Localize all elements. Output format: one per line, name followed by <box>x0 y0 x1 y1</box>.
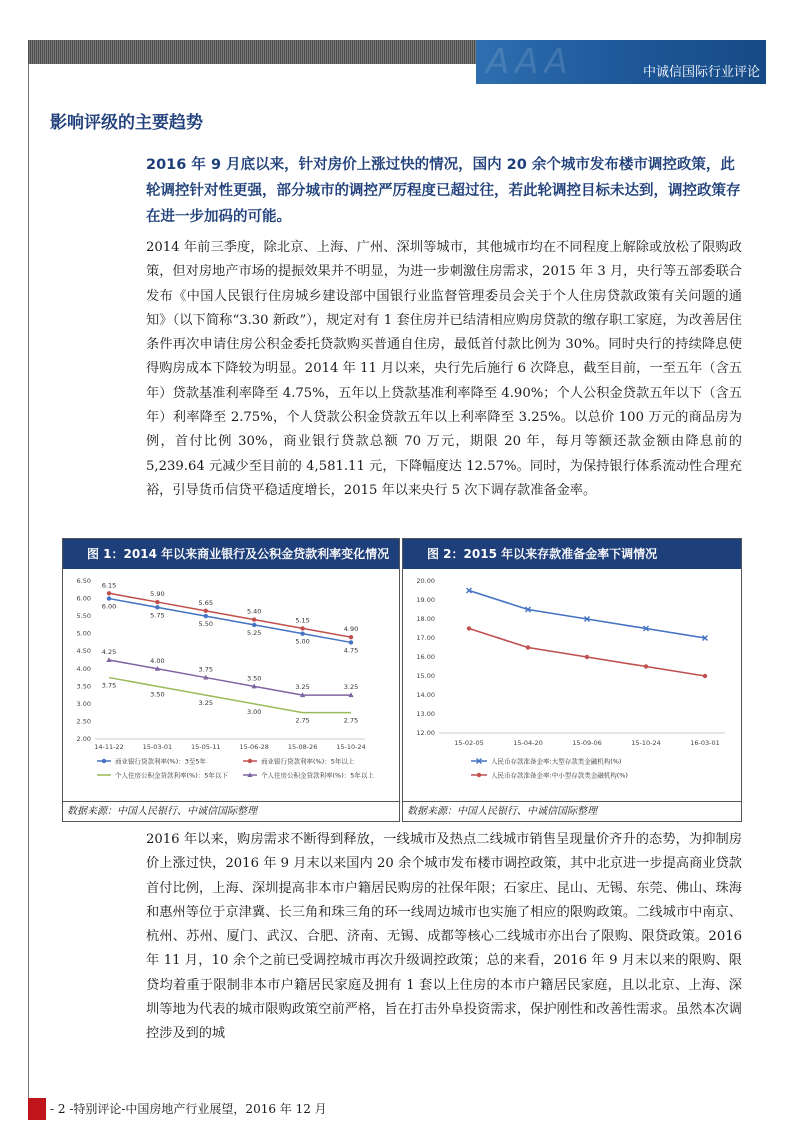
footer <box>28 1098 428 1120</box>
data-label: 5.00 <box>295 637 310 646</box>
data-label: 2.75 <box>343 716 359 725</box>
data-label: 3.50 <box>246 674 262 683</box>
data-label: 5.25 <box>246 628 262 637</box>
data-label: 3.00 <box>246 707 262 716</box>
data-label: 6.15 <box>101 581 117 590</box>
data-point <box>703 674 707 678</box>
y-tick-label: 6.00 <box>76 594 91 603</box>
y-tick-label: 12.00 <box>416 729 435 737</box>
data-label: 5.15 <box>295 616 310 625</box>
y-tick-label: 16.00 <box>416 653 435 661</box>
figure-1-chart <box>65 571 395 797</box>
y-tick-label: 5.00 <box>76 629 91 638</box>
data-label: 3.25 <box>343 683 359 692</box>
y-tick-label: 3.50 <box>76 682 91 691</box>
y-tick-label: 18.00 <box>416 615 435 623</box>
data-label: 2.75 <box>295 716 310 725</box>
x-tick-label: 15-05-11 <box>191 743 221 751</box>
x-tick-label: 15-10-24 <box>631 739 661 747</box>
paragraph-2: 2016 年以来，购房需求不断得到释放，一线城市及热点二线城市销售呈现量价齐升的态势，为抑制房价上涨过快，2016 年 9 月末以来国内 20 余个城市发布楼市调控政策，其中北京进一步提高商业贷款首付比例，上海、深圳提高非本市户籍居民购房的社保年限；石家庄、昆山、无锡、东莞、佛山、珠海和惠州等位于京津冀、长三角和珠三角的环一线周边城市也实施了相应的限购政策。二线城市中南京、杭州、苏州、厦门、武汉、合肥、济南、无锡、成都等核心二线城市亦出台了限购、限贷政策。2016 年 11 月，10 余个之前已受调控城市再次升级调控政策；总的来看，2016 年 9 月末以来的限购、限贷均着重于限制非本市户籍居民家庭及拥有 1 套以上住房的本市户籍居民家庭，且以北京、上海、深圳等地为代表的城市限购政策空前严格，旨在打击外阜投资需求，保护刚性和改善性需求。虽然本次调控涉及到的城 <box>146 832 742 1042</box>
data-point <box>252 623 256 627</box>
lead-summary: 2016 年 9 月底以来，针对房价上涨过快的情况，国内 20 余个城市发布楼市调控政策，此轮调控针对性更强，部分城市的调控严厉程度已超过往，若此轮调控目标未达到，调控政策存在进一步加码的可能。 <box>146 157 741 225</box>
y-tick-label: 17.00 <box>416 634 435 642</box>
data-label: 4.90 <box>343 625 359 634</box>
x-tick-label: 15-02-05 <box>454 739 484 747</box>
data-point <box>204 609 208 613</box>
legend-label: 商业银行贷款利率(%)：5年以上 <box>261 757 355 766</box>
data-point <box>155 600 159 604</box>
data-point <box>349 640 353 644</box>
data-label: 5.50 <box>198 620 214 629</box>
series-line <box>469 629 705 677</box>
series-line <box>109 660 351 695</box>
legend-marker <box>477 773 481 777</box>
y-tick-label: 6.50 <box>76 577 91 585</box>
x-tick-label: 15-03-01 <box>142 743 173 751</box>
data-point <box>107 591 111 595</box>
figure-1 <box>62 538 400 822</box>
y-tick-label: 2.50 <box>76 717 91 726</box>
x-tick-label: 15-09-06 <box>572 739 602 747</box>
legend-label: 商业银行贷款利率(%)：3至5年 <box>115 757 207 766</box>
data-label: 3.25 <box>295 683 310 692</box>
y-tick-label: 4.50 <box>76 647 91 656</box>
left-margin-line <box>28 64 29 1098</box>
x-tick-label: 15-08-26 <box>287 743 318 751</box>
data-point <box>300 626 304 630</box>
data-point <box>155 605 159 609</box>
data-label: 4.25 <box>101 648 117 656</box>
data-point <box>107 596 111 600</box>
data-label: 3.75 <box>101 681 117 690</box>
header-banner <box>476 40 766 84</box>
figure-2-chart <box>405 571 737 797</box>
data-label: 5.40 <box>246 607 262 616</box>
figure-2 <box>402 538 742 822</box>
x-tick-label: 15-04-20 <box>513 739 543 747</box>
series-line <box>469 591 705 639</box>
y-tick-label: 20.00 <box>416 577 435 585</box>
figure-2-title: 图 2：2015 年以来存款准备金率下调情况 <box>403 539 741 569</box>
data-point <box>204 614 208 618</box>
data-point <box>467 626 471 630</box>
data-point <box>526 645 530 649</box>
y-tick-label: 19.00 <box>416 596 435 604</box>
data-label: 5.75 <box>150 611 165 620</box>
legend-label: 人民币存款准备金率:大型存款类金融机构(%) <box>491 757 622 766</box>
x-tick-label: 16-03-01 <box>690 739 720 747</box>
data-label: 4.75 <box>343 646 359 655</box>
y-tick-label: 5.50 <box>76 612 91 621</box>
data-point <box>300 631 304 635</box>
data-label: 4.00 <box>150 656 165 665</box>
data-point <box>644 664 648 668</box>
x-tick-label: 14-11-22 <box>94 743 124 751</box>
y-tick-label: 13.00 <box>416 710 435 718</box>
data-label: 3.75 <box>198 665 214 674</box>
footer-red-marker <box>28 1098 46 1120</box>
data-label: 6.00 <box>101 602 117 611</box>
data-label: 5.90 <box>150 590 165 599</box>
legend-label: 个人住房公积金贷款利率(%)：5年以下 <box>115 771 228 780</box>
data-label: 3.50 <box>150 690 165 699</box>
figure-1-title: 图 1：2014 年以来商业银行及公积金贷款利率变化情况 <box>63 539 399 569</box>
data-label: 3.25 <box>198 699 214 708</box>
y-tick-label: 14.00 <box>416 691 435 699</box>
header-title: 中诚信国际行业评论 <box>642 65 760 80</box>
footer-text: - 2 -特别评论-中国房地产行业展望，2016 年 12 月 <box>50 1102 327 1116</box>
legend-marker <box>102 759 106 763</box>
data-label: 5.65 <box>198 598 214 607</box>
header-logo-deco: AAA <box>486 42 574 82</box>
y-tick-label: 15.00 <box>416 672 435 680</box>
figure-1-source: 数据来源：中国人民银行、中诚信国际整理 <box>63 801 399 821</box>
series-line <box>109 593 351 637</box>
figure-2-source: 数据来源：中国人民银行、中诚信国际整理 <box>403 801 741 821</box>
x-tick-label: 15-10-24 <box>336 743 366 751</box>
data-point <box>252 617 256 621</box>
y-tick-label: 2.00 <box>76 735 91 743</box>
x-tick-label: 15-06-28 <box>239 743 269 751</box>
legend-marker <box>248 759 252 763</box>
series-line <box>109 599 351 643</box>
data-point <box>349 635 353 639</box>
legend-label: 人民币存款准备金率:中小型存款类金融机构(%) <box>491 771 628 780</box>
y-tick-label: 4.00 <box>76 664 91 673</box>
paragraph-1: 2014 年前三季度，除北京、上海、广州、深圳等城市，其他城市均在不同程度上解除或放松了限购政策，但对房地产市场的提振效果并不明显，为进一步刺激住房需求，2015 年 3 月，央行等五部委联合发布《中国人民银行住房城乡建设部中国银行业监督管理委员会关于个人住房贷款政策有关问题的通知》（以下简称“3.30 新政”），规定对有 1 套住房并已结清相应购房贷款的缴存职工家庭，为改善居住条件再次申请住房公积金委托贷款购买普通自住房，最低首付款比例为 30%。同时央行的持续降息使得购房成本下降较为明显。2014 年 11 月以来，央行先后施行 6 次降息，截至目前，一至五年（含五年）贷款基准利率降至 4.75%，五年以上贷款基准利率降至 4.90%；个人公积金贷款五年以下（含五年）利率降至 2.75%，个人贷款公积金贷款五年以上利率降至 3.25%。以总价 100 万元的商品房为例，首付比例 30%，商业银行贷款总额 70 万元，期限 20 年，每月等额还款金额由降息前的 5,239.64 元减少至目前的 4,581.11 元，下降幅度达 12.57%。同时，为保持银行体系流动性合理充裕，引导货币信贷平稳适度增长，2015 年以来央行 5 次下调存款准备金率。 <box>146 240 742 498</box>
data-point <box>585 655 589 659</box>
legend-label: 个人住房公积金贷款利率(%)：5年以上 <box>261 771 374 780</box>
y-tick-label: 3.00 <box>76 699 91 708</box>
section-title: 影响评级的主要趋势 <box>50 113 203 133</box>
